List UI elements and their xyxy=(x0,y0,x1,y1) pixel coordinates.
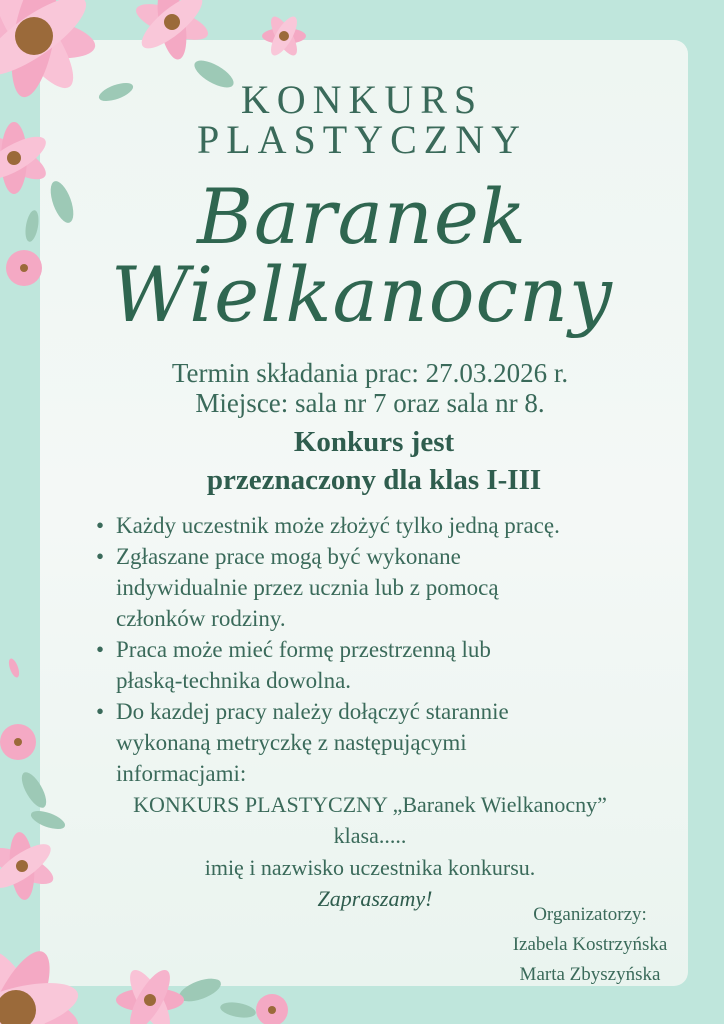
rule-line: • Do kazdej pracy należy dołączyć starannie xyxy=(116,699,509,724)
label-info-line-3: imię i nazwisko uczestnika konkursu. xyxy=(204,855,536,880)
audience-line-1: Konkurs jest xyxy=(293,426,455,458)
label-info-line-2: klasa..... xyxy=(333,823,407,848)
kicker-line-1: KONKURS xyxy=(240,77,484,122)
label-info-line-1: KONKURS PLASTYCZNY „Baranek Wielkanocny” xyxy=(133,792,607,817)
audience-line-2: przeznaczony dla klas I-III xyxy=(206,464,542,496)
rule-line: wykonaną metryczkę z następującymi xyxy=(116,730,467,755)
rule-line: członków rodziny. xyxy=(116,606,286,631)
rule-item xyxy=(96,634,686,696)
title-line-1: Baranek xyxy=(197,172,527,261)
kicker-line-2: PLASTYCZNY xyxy=(196,117,528,162)
rule-item xyxy=(96,696,686,789)
organizer-name-2: Marta Zbyszyńska xyxy=(519,964,661,985)
organizer-name-1: Izabela Kostrzyńska xyxy=(512,934,668,955)
rule-line: • Zgłaszane prace mogą być wykonane xyxy=(116,544,461,569)
title-line-2: Wielkanocny xyxy=(111,250,613,339)
closing-text: Zapraszamy! xyxy=(317,886,433,911)
rule-line: informacjami: xyxy=(116,761,247,786)
rule-line: • Praca może mieć formę przestrzenną lub xyxy=(116,637,491,662)
rule-item xyxy=(96,510,686,541)
rules-list xyxy=(96,510,686,789)
rule-line: indywidualnie przez ucznia lub z pomocą xyxy=(116,575,499,600)
rule-line: • Każdy uczestnik może złożyć tylko jedną pracę. xyxy=(116,513,560,538)
place-text: Miejsce: sala nr 7 oraz sala nr 8. xyxy=(195,388,545,418)
rule-line: płaską-technika dowolna. xyxy=(116,668,352,693)
flower-left-bottom-small xyxy=(0,657,36,760)
deadline-text: Termin składania prac: 27.03.2026 r. xyxy=(171,358,569,388)
organizers-label: Organizatorzy: xyxy=(533,904,647,925)
rule-item xyxy=(96,541,686,634)
